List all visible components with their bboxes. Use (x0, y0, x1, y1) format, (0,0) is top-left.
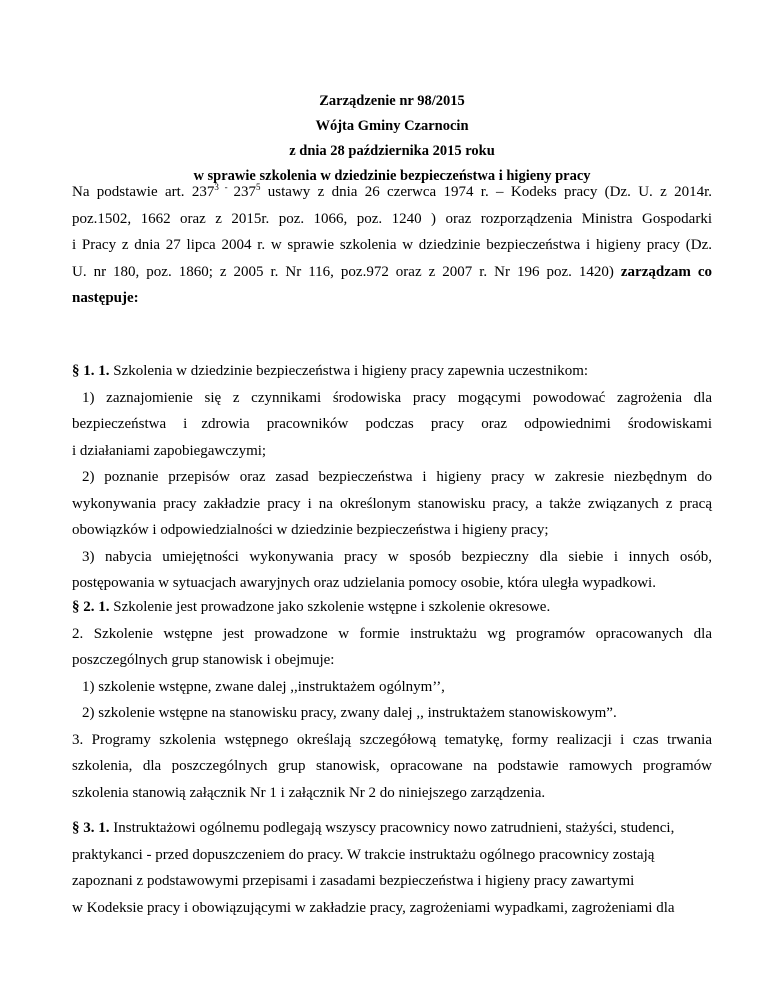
section-2-p3-line-3: szkolenia stanowią załącznik Nr 1 i załącznik Nr 2 do niniejszego zarządzenia. (72, 784, 546, 801)
section-1-item-1-line-3: i działaniami zapobiegawczymi; (72, 442, 267, 459)
section-2-mark: § 2. 1. (72, 599, 110, 615)
section-1-item-2-line-1: 2) poznanie przepisów oraz zasad bezpieczeństwa i higieny pracy w zakresie niezbędnym do (82, 469, 712, 485)
decree-title: Zarządzenie nr 98/2015 (319, 93, 465, 109)
section-3-line-4: w Kodeksie pracy i obowiązującymi w zakładzie pracy, zagrożeniami wypadkami, zagrożeniami dla (72, 899, 675, 916)
section-1-mark: § 1. 1. (72, 363, 110, 379)
section-2-p3-line-1: 3. Programy szkolenia wstępnego określają szczegółową tematykę, formy realizacji i czas trwania (72, 731, 712, 748)
preamble-line-4: U. nr 180, poz. 1860; z 2005 r. Nr 116, poz.972 oraz z 2007 r. Nr 196 poz. 1420) zarządzam co (72, 263, 712, 280)
decree-date: z dnia 28 października 2015 roku (289, 143, 495, 159)
section-1-item-3-line-1: 3) nabycia umiejętności wykonywania pracy w sposób bezpieczny dla siebie i innych osób, (82, 548, 712, 565)
section-3-mark: § 3. 1. (72, 820, 110, 836)
preamble-line-5: następuje: (72, 290, 139, 306)
preamble (72, 179, 712, 312)
section-1-item-1-line-1: 1) zaznajomienie się z czynnikami środowiska pracy mogącymi powodować zagrożenia dla (82, 389, 712, 406)
section-1-intro: § 1. 1. Szkolenia w dziedzinie bezpieczeństwa i higieny pracy zapewnia uczestnikom: (72, 363, 589, 379)
decree-issuer: Wójta Gminy Czarnocin (315, 118, 469, 134)
section-2-p2-line-1: 2. Szkolenie wstępne jest prowadzone w formie instruktażu wg programów opracowanych dla (72, 625, 712, 642)
preamble-line-3: i Pracy z dnia 27 lipca 2004 r. w sprawie szkolenia w dziedzinie bezpieczeństwa i higieny pracy (Dz. (72, 237, 712, 253)
document-header (72, 89, 712, 189)
section-2-p2-line-2: poszczególnych grup stanowisk i obejmuje: (72, 652, 335, 668)
section-2-p2-item-2: 2) szkolenie wstępne na stanowisku pracy, zwany dalej ,, instruktażem stanowiskowym”. (82, 705, 617, 721)
preamble-line-1: Na podstawie art. $237^3$ - $237^5$ ustawy z dnia 26 czerwca 1974 r. – Kodeks pracy (Dz. U. z 2014r. (72, 182, 712, 200)
section-2-p1: § 2. 1. Szkolenie jest prowadzone jako szkolenie wstępne i szkolenie okresowe. (72, 599, 551, 615)
section-3-line-3: zapoznani z podstawowymi przepisami i zasadami bezpieczeństwa i higieny pracy zawartymi (72, 873, 635, 889)
section-1-item-1-line-2: bezpieczeństwa i zdrowia pracowników podczas pracy oraz odpowiednimi środowiskami (72, 416, 712, 432)
section-1-item-2-line-3: obowiązków i odpowiedzialności w dziedzinie bezpieczeństwa i higieny pracy; (72, 522, 549, 538)
section-1-item-2-line-2: wykonywania pracy zakładzie pracy i na określonym stanowisku pracy, a także związanych z pracą (72, 495, 712, 512)
section-1 (72, 358, 712, 597)
preamble-line-2: poz.1502, 1662 oraz z 2015r. poz. 1066, poz. 1240 ) oraz rozporządzenia Ministra Gospodarki (72, 210, 712, 227)
section-2-p3-line-2: szkolenia, dla poszczególnych grup stanowisk, opracowane na podstawie ramowych programów (72, 758, 712, 774)
section-2-p2-item-1: 1) szkolenie wstępne, zwane dalej ,,instruktażem ogólnym’’, (82, 678, 445, 695)
section-3-line-1: § 3. 1. Instruktażowi ogólnemu podlegają wszyscy pracownicy nowo zatrudnieni, stażyści, studenci, (72, 820, 675, 836)
section-3-line-2: praktykanci - przed dopuszczeniem do pracy. W trakcie instruktażu ogólnego pracownicy zostają (72, 846, 655, 863)
section-3 (72, 815, 712, 921)
decree-subject: w sprawie szkolenia w dziedzinie bezpieczeństwa i higieny pracy (193, 168, 591, 184)
section-2 (72, 594, 712, 806)
section-1-item-3-line-2: postępowania w sytuacjach awaryjnych oraz udzielania pomocy osobie, która uległa wypadkowi. (72, 575, 656, 591)
